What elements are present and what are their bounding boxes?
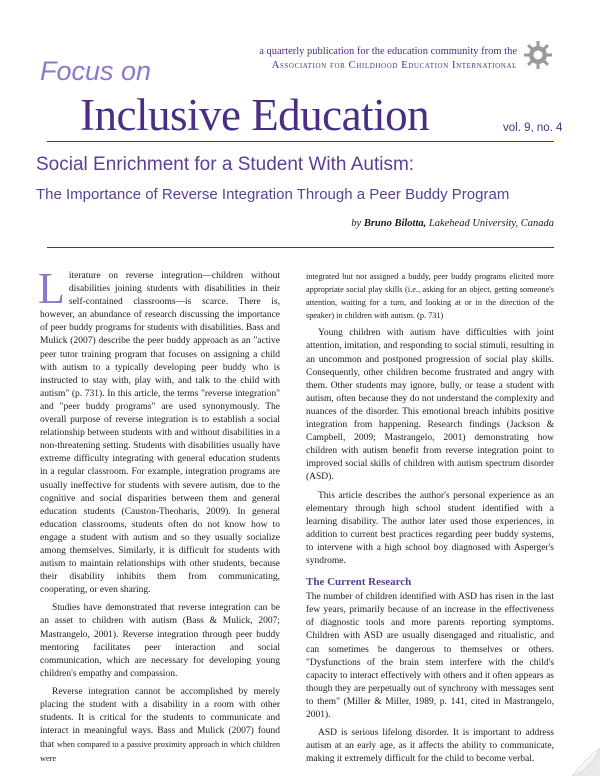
tagline-organization: Association for Childhood Education International [271,60,517,71]
author-name: Bruno Bilotta, [363,218,427,229]
paragraph-text: Reverse integration cannot be accomplished by merely placing the student with a disability in a room with other students. It is critical for the students to communicate and interact in meaningful ways. Bass and Mulick (2007) found that [40,686,280,751]
paragraph [38,264,280,597]
right-column [306,270,554,771]
page-curl-icon [560,736,600,776]
article-title: Social Enrichment for a Student With Autism: [36,154,415,175]
paragraph: ASD is serious lifelong disorder. It is important to address autism at an early age, as it affects the ability to communicate, making it extremely difficult for the child to become verbal. [306,728,554,765]
masthead-divider [47,141,554,142]
tagline-line-1: a quarterly publication for the education community from the [259,46,517,57]
paragraph: Studies have demonstrated that reverse integration can be an asset to children with autism (Bass & Mulick, 2007; Mastrangelo, 2001). Reverse integration through peer buddy mentoring facilitates peer interaction and social communication, which are necessary for developing young children's empathy and compassion. [40,603,280,679]
left-column [38,264,281,771]
masthead-title: Inclusive Education [80,90,430,140]
article-subtitle: The Importance of Reverse Integration Through a Peer Buddy Program [36,186,510,203]
gear-logo-icon [523,40,553,70]
block-quote-start: when compared to a passive proximity approach in which children were [40,740,281,764]
paragraph: Young children with autism have difficulties with joint attention, imitation, and responding to social stimuli, resulting in an uncommon and postponed progression of social play skills. Consequently, other children become frustrated and angry with them. Other students may ignore, bully, or tease a student with autism, often because they do not understand the complexity and nuances of the disorder. This emotional breach inhibits positive integration from happening. Research findings (Jackson & Campbell, 2009; Mastrangelo, 2001) demonstrating how children with autism benefit from reverse integration point to improved social skills of children with autism spectrum disorder (ASD). [306,328,554,483]
volume-issue: vol. 9, no. 4 [503,122,563,134]
byline [351,218,554,229]
paragraph-text: iterature on reverse integration—children without disabilities joining students with disabilities in their self-contained classrooms—is scarce. There is, however, an abundance of research discussing the importance of peer buddy programs for students with disabilities. Bass and Mulick (2007) describe the peer buddy approach as an "active peer tutor training program that focuses on assigning a child with autism to a typically developing peer buddy who is instructed to stay with, play with, and talk to the child with autism" (p. 731). In this article, the terms "reverse integration" and "peer buddy programs" are used synonymously. The overall purpose of reverse integration is to establish a social relationship between students with and without disabilities in a non-threatening setting. Students with disabilities usually have extreme difficulty integrating with general education students in a regular classroom. For example, integration programs are usually ineffective for students with severe autism, due to the cognitive and social disparities between them and general education students (Causton-Theoharis, 2009). In general education classrooms, students often do not know how to engage a student with autism and so they usually socialize among themselves. Similarly, it is difficult for students with autism to maintain relationships with other students, because their disability inhibits them from communicating, cooperating, or even sharing. [40,271,280,596]
section-heading: The Current Research [306,576,412,589]
block-quote: integrated but not assigned a buddy, peer buddy programs elicited more appropriate social play skills (i.e., asking for an object, getting someone's attention, waiting for a turn, and looking at or in the direction of the speaker) in children with autism. (p. 731) [306,272,554,321]
drop-cap: L [38,264,65,313]
masthead-focus-on: Focus on [40,56,152,86]
paragraph [40,686,280,767]
header-tagline [187,45,517,73]
byline-prefix: by [351,218,362,229]
paragraph: The number of children identified with ASD has risen in the last few years, primarily because of an increase in the effectiveness of diagnostic tools and more parents reporting symptoms. Children with ASD are usually disengaged and ritualistic, and can sometimes be dangerous to themselves or others. "Dysfunctions of the brain stem interfere with the child's capacity to interact effectively with others and it often appears as though they are perpetually out of synchrony with messages sent to them" (Miller & Miller, 1989, p. 141, cited in Mastrangelo, 2001). [306,592,554,720]
byline-divider [47,247,554,248]
paragraph: This article describes the author's personal experience as an elementary through high school student identified with a learning disability. The author later used those experiences, in addition to current best practices regarding peer buddy systems, to intervene with a high school boy diagnosed with Asperger's syndrome. [306,490,554,566]
author-affiliation: Lakehead University, Canada [428,218,554,229]
